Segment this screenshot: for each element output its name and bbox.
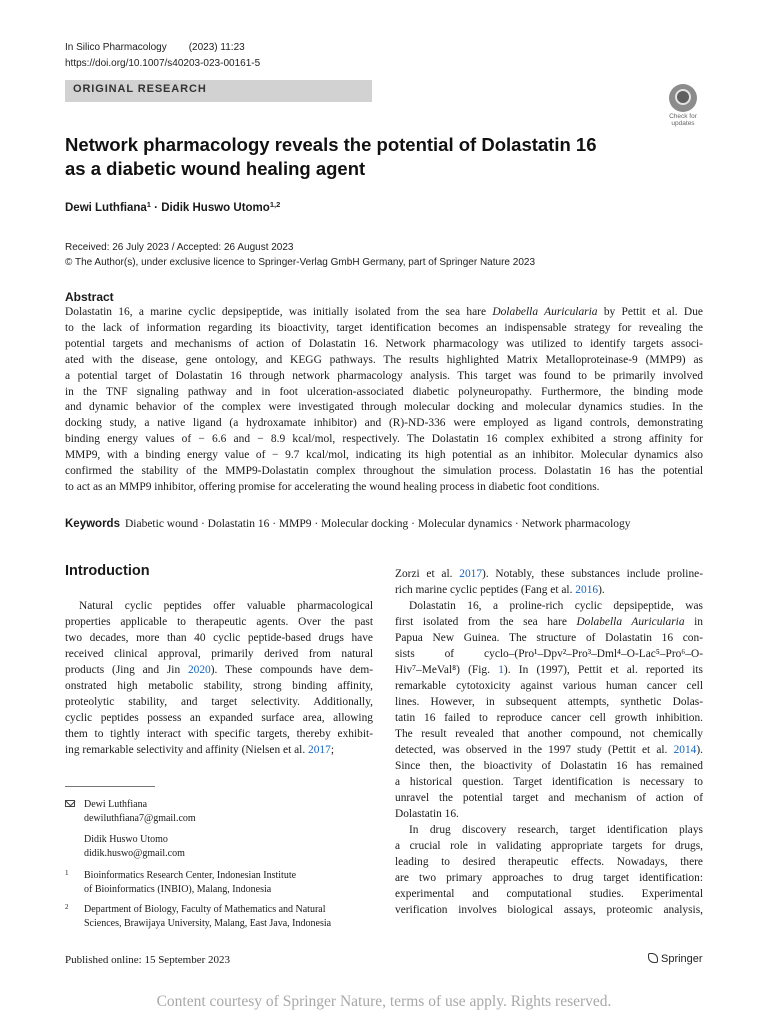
left-column-text: Natural cyclic peptides offer valuable pharmacological properties applicable to therapeutic agents. Over the past two decades, more than 40 cyclic peptide-based drugs have received clinical approval, primarily derived from natural products (Jing and Jin 2020). These compounds have dem- onstrated high metabolic stability, strong binding affinity, proteolytic stability, and target selectivity. Additionally, cyclic peptides possess an expanded surface area, allowing them to tightly interact with specific targets, thereby exhibit- ing remarkable selectivity and affinity (Nielsen et al. 2017; [65,600,373,756]
correspondence [65,798,196,860]
article-dates [65,240,535,270]
abstract-line: docking study, a native ligand (a hydroxamate inhibitor) and (R)-ND-336 were employed as ligand controls, demonstrating [65,417,703,430]
article-type-label: ORIGINAL RESEARCH [73,83,207,95]
copyright-line: © The Author(s), under exclusive licence to Springer-Verlag GmbH Germany, part of Springer Nature 2023 [65,257,535,268]
citation-link[interactable]: 2017 [459,568,483,580]
right-column-text: Zorzi et al. 2017). Notably, these substances include proline- rich marine cyclic peptides (Fang et al. 2016). Dolastatin 16, a proline-rich cyclic depsipeptide, was first isolated from the sea hare Dolabella Auricularia in Papua New Guinea. The structure of Dolastatin 16 con- sists of cyclo–(Pro¹–Dpv²–Pro³–Dml⁴–O-Lac⁵–Pro⁶–O- Hiv⁷–MeVal⁸) (Fig. 1). In (1997), Pettit et al. reported its remarkable cytotoxicity against various human cancer cell lines. However, in subsequent attempts, synthetic Dolas- tatin 16 failed to reproduce cancer cell growth inhibition. The result revealed that another compound, not chemically detected, was observed in the 1997 study (Pettit et al. 2014). Since then, the bioactivity of Dolastatin 16 has remained a historical question. Target identification is necessary to unravel the potential target and mechanism of action of Dolastatin 16. In drug discovery research, target identification plays a crucial role in validating appropriate targets for drugs, leading to desired therapeutic effects. Nowadays, there are two primary approaches to drug target identification: experimental and computational studies. Experimental verification involves biological assays, proteomic analysis, [395,568,703,916]
publisher-logo [648,953,703,965]
author-list: Dewi Luthfiana$^1$ · Didik Huswo Utomo$^{1,2}$ [65,200,281,214]
abstract-line: in the TNF signaling pathway and in foot ulceration-associated diabetic polyneuropathy. Furthermore, the binding mode [65,385,703,398]
abstract-line: binding energy values of − 6.6 and − 8.9 kcal/mol, respectively. The Dolastatin 16 complex exhibited a strong affinity for [65,433,703,446]
journal-info [65,40,260,72]
figure-link[interactable]: 1 [498,664,504,676]
affiliation-2: 2 Department of Biology, Faculty of Mathematics and Natural Sciences, Brawijaya University, Malang, East Java, Indonesia [65,903,332,929]
author-name[interactable]: Didik Huswo Utomo [161,202,270,214]
abstract-line: to the lack of information regarding its bioactivity, target identification becomes an indispensable strategy for revealing the [65,321,703,334]
correspondent-name: Didik Huswo Utomo [84,834,168,845]
published-date: Published online: 15 September 2023 [65,954,230,966]
received-accepted: Received: 26 July 2023 / Accepted: 26 August 2023 [65,242,294,253]
courtesy-text: Content courtesy of Springer Nature, terms of use apply. Rights reserved. [156,993,612,1010]
doi-link[interactable]: https://doi.org/10.1007/s40203-023-00161-5 [65,58,261,69]
citation-link[interactable]: 2017 [308,744,331,756]
abstract-line: confirmed the stability of the MMP9-Dolastatin complex throughout the simulation process. Dolastatin 16 has the potential [65,465,703,478]
citation-link[interactable]: 2020 [187,664,211,676]
publisher-name: Springer [661,953,703,965]
keywords-list: Diabetic wound · Dolastatin 16 · MMP9 · Molecular docking · Molecular dynamics · Network pharmacology [124,518,631,530]
correspondent-name: Dewi Luthfiana [84,799,148,810]
check-updates-label: Check for updates [669,113,697,127]
footnote-divider [65,786,155,787]
abstract-line: to act as an MMP9 inhibitor, offering promise for accelerating the wound healing process in diabetic foot conditions. [65,480,600,493]
keywords [65,516,631,532]
journal-name: In Silico Pharmacology [65,42,167,53]
citation-link[interactable]: 2014 [673,744,697,756]
abstract-line: ated with the disease, gene ontology, and KEGG pathways. The results highlighted Matrix Metalloproteinase-9 (MMP9) as [65,353,703,366]
citation-link[interactable]: 2016 [575,584,599,596]
affiliation-1: 1 Bioinformatics Research Center, Indonesian Institute of Bioinformatics (INBIO), Malang, Indonesia [65,869,297,895]
abstract-line: Dolastatin 16, a marine cyclic depsipeptide, was initially isolated from the sea hare Dolabella Auricularia by Pettit et al. Due [65,306,703,318]
article-type-banner [65,80,372,102]
abstract-line: and dynamic behavior of the complex were investigated through molecular docking and molecular dynamics studies. In the [65,401,703,414]
author-name[interactable]: Dewi Luthfiana [65,202,147,214]
abstract-line: a potential target of Dolastatin 16 through network pharmacology analysis. This target was found to be primarily involved [65,369,703,382]
journal-issue: (2023) 11:23 [188,42,245,53]
envelope-icon [65,800,75,807]
abstract-line: MMP9, with a binding energy value of − 9.7 kcal/mol, indicating its high potential as an inhibitor. Molecular dynamics also [65,449,703,462]
correspondent-email[interactable]: dewiluthfiana7@gmail.com [84,812,196,824]
springer-horse-icon [648,953,658,963]
check-updates-icon [669,84,697,112]
section-heading-introduction: Introduction [65,563,150,579]
correspondent-email[interactable]: didik.huswo@gmail.com [84,847,185,859]
article-title: Network pharmacology reveals the potential of Dolastatin 16 as a diabetic wound healing agent [65,134,597,179]
abstract-line: potential targets and mechanisms of action of Dolastatin 16. Network pharmacology was utilized to identify targets associ- [65,337,703,350]
abstract-heading: Abstract [65,290,114,304]
courtesy-footer [0,990,768,1024]
abstract-text [65,305,703,496]
keywords-heading: Keywords [65,518,120,530]
check-for-updates-button[interactable] [665,84,701,127]
